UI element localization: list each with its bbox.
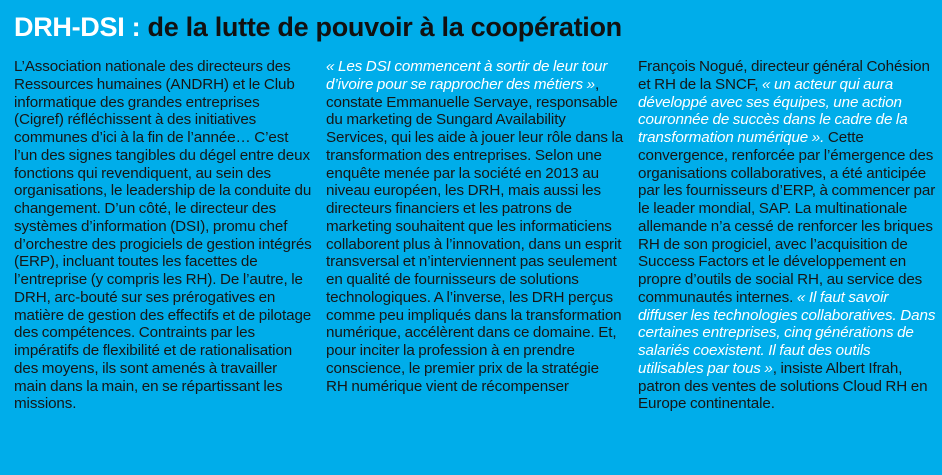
article-columns bbox=[14, 58, 936, 413]
column-2-paragraph bbox=[326, 58, 624, 395]
column-1-text: L’Association nationale des directeurs des Ressources humaines (ANDRH) et le Club informatique des grandes entreprises (Cigref) réfléchissent à des initiatives communes d’ici à la fin de l’année… C’est l’un des signes tangibles du dégel entre deux fonctions qui revendiquent, au sein des organisations, le leadership de la conduite du changement. D’un côté, le directeur des systèmes d’information (DSI), promu chef d’orchestre des progiciels de gestion intégrés (ERP), incluant toutes les facettes de l’entreprise (y compris les RH). De l’autre, le DRH, arc-bouté sur ses prérogatives en matière de gestion des effectifs et de pilotage des compétences. Contraints par les impératifs de flexibilité et de rationalisation des moyens, ils sont amenés à travailler main dans la main, en se répartissant les missions. bbox=[14, 58, 312, 413]
column-3-text-b: Cette convergence, renforcée par l’émergence des organisations collaboratives, a été anticipée par les fournisseurs d’ERP, à commencer par le leader mondial, SAP. La multinationale allemande n’a cessé de renforcer les briques RH de son progiciel, avec l’acquisition de Success Factors et le développement en propre d’outils de social RH, au service des communautés internes. bbox=[638, 129, 936, 306]
column-2-text: , constate Emmanuelle Servaye, responsable du marketing de Sungard Availability Services, qui les aide à jouer leur rôle dans la transformation des entreprises. Selon une enquête menée par la société en 2013 au niveau européen, les DRH, mais aussi les directeurs financiers et les patrons de marketing souhaitent que les informaticiens collaborent plus à l’innovation, dans un esprit transversal et n’interviennent pas seulement en qualité de fournisseurs de solutions technologiques. A l’inverse, les DRH perçus comme peu impliqués dans la transformation numérique, accélèrent dans ce domaine. Et, pour inciter la profession à en prendre conscience, le premier prix de la stratégie RH numérique vient de récompenser bbox=[326, 75, 624, 395]
column-3 bbox=[638, 58, 936, 413]
quote-sap: « Il faut savoir diffuser les technologies collaboratives. Dans certaines entreprises, cinq générations de salariés coexistent. Il faut des outils utilisables par tous » bbox=[638, 288, 936, 377]
quote-sncf: « un acteur qui aura développé avec ses équipes, une action couronnée de succès dans le cadre de la transformation numérique ». bbox=[638, 75, 908, 146]
column-2 bbox=[326, 58, 624, 413]
quote-dsi: « Les DSI commencent à sortir de leur tour d’ivoire pour se rapprocher des métiers » bbox=[326, 58, 608, 93]
article-title bbox=[14, 10, 930, 44]
title-lead: DRH-DSI : bbox=[14, 12, 141, 42]
column-1 bbox=[14, 58, 312, 413]
column-3-text-c: , insiste Albert Ifrah, patron des ventes de solutions Cloud RH en Europe continentale. bbox=[638, 359, 928, 413]
column-3-text-a: François Nogué, directeur général Cohésion et RH de la SNCF, bbox=[638, 58, 930, 93]
column-3-paragraph bbox=[638, 58, 936, 413]
title-rest: de la lutte de pouvoir à la coopération bbox=[147, 12, 622, 42]
